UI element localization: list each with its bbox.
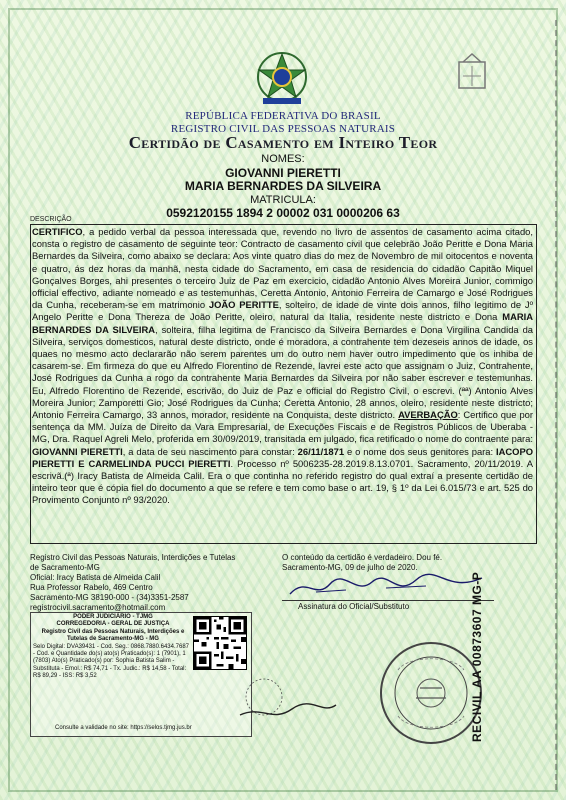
republic-name: REPÚBLICA FEDERATIVA DO BRASIL [185, 110, 381, 122]
serial-number: RECIVIL AA 00873607 MG-P [470, 571, 484, 742]
notary-signature [232, 675, 342, 735]
body-part-5: , a data de seu nascimento para constar: [122, 445, 298, 457]
matricula-number: 0592120155 1894 2 00002 031 0000206 63 [166, 206, 400, 220]
signature-line [282, 600, 494, 601]
body-part-4: : Certifico que por sentença da MM. Juíza de Direito da Vara Empresarial, de Execuções Fiscais e de Registros Públicos de Uberaba - MG, Dra. Raquel Agreli Melo, proferida em 30/09/2019, transitada em julgado, fica retificado o nome do contraente para: [32, 409, 533, 445]
certificate-body [32, 226, 533, 507]
matricula-label: MATRICULA: [250, 193, 316, 206]
body-part-2: , solteiro, de idade de vinte dois annos, filho legitimo de Jº Angelo Peritte e Dona Thereza de João Peritte, oleiro, natural da Italia, residente neste districto e Dona [32, 299, 533, 323]
body-part-7: . Processo nº 5006235-28.2019.8.13.0701. Sacramento, 20/11/2019. A escrivã.(ª) Iracy Batista de Almeida Calil. Era o que continha no referido registro do qual extraí a presente certidão de inteiro teor que é cópia fiel do documento a que se refere e tem como base o art. 19, § 1º da Lei 6.015/73 e art. 525 do Provimento Conjunto nº 93/2020. [32, 457, 533, 506]
groom-name: GIOVANNI PIERETTI [225, 165, 341, 180]
description-label: DESCRIÇÃO [30, 216, 72, 223]
seal-line: PODER JUDICIÁRIO - TJMG [73, 614, 153, 620]
parents-names: IACOPO PIERETTI E CARMELINDA PUCCI PIERETTI [32, 445, 533, 469]
validation-url: Consulte a validade no site: https://selos.tjmg.jus.br [55, 725, 192, 731]
office-line: Registro Civil das Pessoas Naturais, Interdições e Tutelas [30, 553, 236, 562]
body-part-3: , solteira, filha legitima de Francisco da Silveira Bernardes e Dona Virgilina Candida da Silveira, serviços domesticos, natural deste districto, onde é moradora, a contrahente tem dezeseis annos de idade, os quaes no mesmo acto declararão não serem parentes um do outro nem haver outro impedimento que os inhiba de casarem-se. Em firmeza do que eu Alfredo Florentino de Rezende, lavrei este acto que assignam o Juiz, Contrahente, José Rodrigues da Cunha a rogo da contrahente Maria Bernardes da Silveira por não saber escrever e testemunhas. Eu, Alfredo Florentino de Rezende, escrivão, do Juiz de Paz e official do Registro Civil, o escrevi. (ªª) Antonio Alves Moreira Junior; Zamporetti Gio; José Rodrigues da Cunha; Ceretta Antonio, 28 annos, oleiro, residente neste districto; Antonio Ferreira Camargo, 33 annos, morador, residente na Conquista, deste districto. [32, 323, 534, 421]
groom-original-name: JOÃO PERITTE [208, 299, 279, 311]
watermark-emblem-icon [455, 52, 489, 92]
seal-line: Substituta - Emol.: R$ 74,71 - Tx. Judic.: R$ 14,58 - Total: [33, 665, 187, 672]
office-line: de Sacramento-MG [30, 563, 100, 572]
names-block [0, 153, 566, 221]
averbacao-label: AVERBAÇÃO [398, 409, 458, 421]
bride-name-inline: MARIA BERNARDES DA SILVEIRA [32, 311, 533, 335]
groom-corrected-name: GIOVANNI PIERETTI [32, 445, 123, 457]
seal-line: Tutelas de Sacramento-MG - MG [67, 636, 159, 643]
seal-line: (7803) Ato(s) Praticado(s) por: Sophia Batista Salim - [33, 658, 175, 665]
qr-code-icon[interactable] [193, 616, 247, 670]
brazil-coat-of-arms-icon [253, 50, 311, 108]
official-signature [286, 572, 486, 602]
attestation [282, 553, 442, 573]
office-line: Rua Professor Rabelo, 469 Centro [30, 583, 153, 592]
seal-line: R$ 89,29 - ISS: R$ 3,52 [33, 673, 97, 680]
registry-stamp [378, 640, 484, 746]
digital-seal-text [33, 614, 193, 681]
office-line: Oficial: Iracy Batista de Almeida Calil [30, 573, 161, 582]
seal-line: CORREGEDORIA - GERAL DE JUSTIÇA [56, 621, 170, 628]
office-email: registrocivil.sacramento@hotmail.com [30, 603, 166, 612]
names-label: NOMES: [261, 153, 305, 165]
body-part-6: e o nome dos seus genitores para: [344, 445, 497, 457]
attest-line: O conteúdo da certidão é verdadeiro. Dou fé. [282, 553, 443, 562]
office-info [30, 553, 235, 613]
signature-label: Assinatura do Oficial/Substituto [298, 602, 410, 611]
seal-line: - Cod. e Quantidade do(s) ato(s) Praticado(s): 1 (7901), 1 [33, 651, 186, 658]
office-line: Sacramento-MG 38190-000 - (34)3351-2587 [30, 593, 189, 602]
bride-name: MARIA BERNARDES DA SILVEIRA [184, 179, 382, 193]
seal-line: Registro Civil das Pessoas Naturais, Interdições e [41, 628, 185, 635]
attest-date: Sacramento-MG, 09 de julho de 2020. [282, 563, 418, 572]
seal-line: Selo Digital: DVA39431 - Cod. Seg.: 0868.7880.6434.7687 [33, 643, 189, 650]
body-part-1: , a pedido verbal da pessoa interessada que, revendo no livro de assentos de casamento acima citado, consta o registro de casamento de seguinte teor: Contracto de casamento civil que celebrão João Peritte e Dona Maria Bernardes da Silveira, como abaixo se declara: Aos vinte quatro dias do mez de Novembro de mil oitocentos e noventa e quatro, ás dez horas da manhã, nesta cidade do Sacramento, em casa de residencia do cidadão Capitão Miquel Gonçalves Borges, ahi presentes o terceiro Juiz de Paz em exercicio, cidadão Antonio Alves Moreira Junior, commigo official effectivo, adiante nomeado e as testemunhas, Ceretta Antonio, Antonio Ferreira de Camargo e José Rodrigues da Cunha, receberam-se em matrimonio [32, 226, 533, 311]
certifico-label: CERTIFICO [32, 226, 83, 237]
registry-name: REGISTRO CIVIL DAS PESSOAS NATURAIS [170, 123, 396, 135]
birth-date: 26/11/1871 [297, 445, 345, 457]
page-title: Certidão de Casamento em Inteiro Teor [128, 133, 438, 152]
